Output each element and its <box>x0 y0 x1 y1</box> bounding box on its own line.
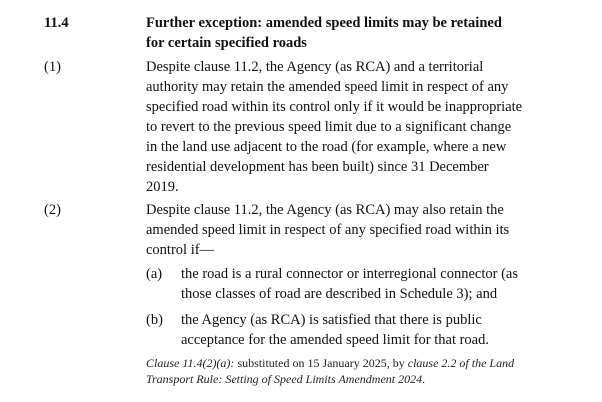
text-line: those classes of road are described in Schedule 3); and <box>181 286 498 302</box>
paragraph-b-text <box>181 310 581 350</box>
section-title-line: for certain specified roads <box>146 35 307 51</box>
text-line: the Agency (as RCA) is satisfied that there is public <box>181 312 482 328</box>
text-line: the road is a rural connector or interregional connector (as <box>181 266 518 282</box>
history-note <box>146 355 576 387</box>
text-line: acceptance for the amended speed limit for that road. <box>181 332 489 348</box>
subclause-1-label: (1) <box>44 59 61 75</box>
history-note-mid: substituted on 15 January 2025, by <box>234 356 408 370</box>
subclause-2-text <box>146 200 566 260</box>
subclause-2-label: (2) <box>44 202 61 218</box>
text-line: to revert to the previous speed limit due to a significant change <box>146 119 512 135</box>
section-title-line: Further exception: amended speed limits may be retained <box>146 15 502 31</box>
text-line: control if— <box>146 242 215 258</box>
history-note-end: . <box>422 372 426 386</box>
section-title <box>146 13 566 53</box>
text-line: amended speed limit in respect of any specified road within its <box>146 222 510 238</box>
text-line: in the land use adjacent to the road (for example, where a new <box>146 139 507 155</box>
text-line: specified road within its control only if it would be inappropriate <box>146 99 523 115</box>
text-line: Despite clause 11.2, the Agency (as RCA) may also retain the <box>146 202 504 218</box>
paragraph-a-text <box>181 264 581 304</box>
history-note-source[interactable]: Transport Rule: Setting of Speed Limits Amendment 2024 <box>146 372 423 386</box>
text-line: Despite clause 11.2, the Agency (as RCA) and a territorial <box>146 59 484 75</box>
subclause-1-text <box>146 57 566 197</box>
section-number: 11.4 <box>44 15 69 31</box>
text-line: 2019. <box>146 179 179 195</box>
paragraph-b-label: (b) <box>146 312 163 328</box>
history-note-line <box>146 355 576 371</box>
paragraph-a-label: (a) <box>146 266 163 282</box>
text-line: residential development has been built) since 31 December <box>146 159 489 175</box>
history-note-ref: Clause 11.4(2)(a): <box>146 356 235 370</box>
history-note-line <box>146 371 576 387</box>
history-note-source[interactable]: clause 2.2 of the Land <box>407 356 515 370</box>
text-line: authority may retain the amended speed limit in respect of any <box>146 79 509 95</box>
